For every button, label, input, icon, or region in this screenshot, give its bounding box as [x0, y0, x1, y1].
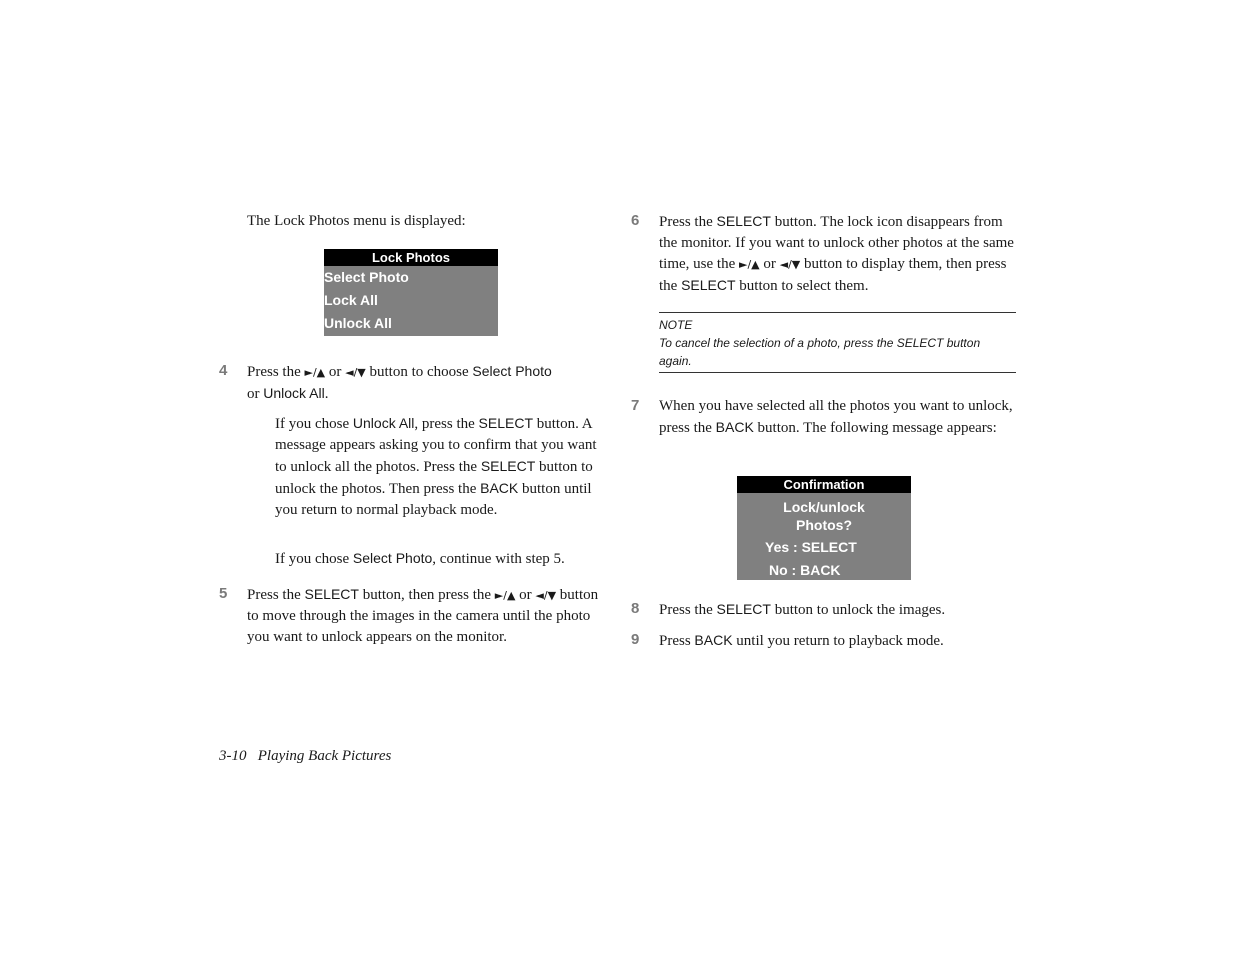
sub1-c: , press the [414, 416, 475, 432]
step-9-text [659, 630, 1017, 652]
menu-item-unlock-all: Unlock All [324, 315, 392, 331]
step-9-t1: Press [659, 633, 691, 649]
sub1-a: If you chose [275, 416, 350, 432]
step-6-select1: SELECT [716, 213, 771, 229]
sub1-d: SELECT [478, 415, 533, 431]
step-5-text [247, 584, 602, 648]
intro-text: The Lock Photos menu is displayed: [247, 213, 466, 229]
step-5-t4: button to move through the images in the camera until the photo you want to unlock appears on the monitor. [247, 587, 599, 645]
right-up-arrow-icon: ►/▲ [494, 589, 516, 602]
sub2-c: , continue with step 5. [432, 551, 565, 567]
step-7-t1: When you have selected all the photos you want to unlock, press the [659, 398, 1013, 436]
note-select: SELECT [896, 336, 944, 350]
note-text [659, 334, 1016, 370]
step-6-t5: button to select them. [739, 278, 869, 294]
step-8-number: 8 [631, 600, 640, 617]
step-6-t2: button. The lock icon disappears from the monitor. If you want to unlock other photos at the same time, use the [659, 214, 1014, 272]
section-title: Playing Back Pictures [257, 748, 392, 764]
note-box [659, 312, 1016, 373]
step-8-text [659, 599, 1017, 621]
sub1-g: button to unlock the photos. Then press the [275, 459, 593, 497]
sub2-a: If you chose [275, 551, 350, 567]
step-8-t2: button to unlock the images. [774, 602, 946, 618]
confirmation-no: No : BACK [769, 562, 841, 578]
step-4-sub1 [275, 413, 605, 521]
sub1-h: BACK [480, 480, 519, 496]
confirmation-title: Confirmation [737, 476, 911, 493]
step-6-number: 6 [631, 212, 640, 229]
step-9-t2: until you return to playback mode. [736, 633, 944, 649]
step-8-t1: Press the [659, 602, 713, 618]
step-4-sub2 [275, 548, 615, 570]
step-7-back: BACK [715, 419, 754, 435]
step-4-unlock-all: Unlock All [263, 385, 325, 401]
step-6-t1: Press the [659, 214, 713, 230]
step-5-number: 5 [219, 585, 228, 602]
left-down-arrow-icon: ◄/▼ [535, 589, 557, 602]
left-down-arrow-icon: ◄/▼ [779, 258, 801, 271]
sub2-b: Select Photo [352, 550, 433, 566]
step-4-t2: or [328, 364, 342, 380]
step-4-t4: or [247, 386, 260, 402]
confirmation-dialog [737, 476, 911, 580]
menu-item-lock-all: Lock All [324, 292, 378, 308]
confirmation-message [737, 498, 911, 534]
step-7-number: 7 [631, 397, 640, 414]
menu-item-select-photo: Select Photo [324, 269, 409, 285]
step-4-t1: Press the [247, 364, 301, 380]
right-up-arrow-icon: ►/▲ [304, 366, 326, 379]
step-8-select: SELECT [716, 601, 771, 617]
note-label: NOTE [659, 318, 693, 332]
step-6-text [659, 211, 1017, 297]
step-4-text [247, 361, 607, 405]
step-6-t3: or [763, 256, 776, 272]
confirmation-msg1: Lock/unlock [783, 499, 865, 515]
lock-photos-menu [324, 249, 498, 336]
sub1-b: Unlock All [352, 415, 415, 431]
step-7-t2: button. The following message appears: [757, 420, 997, 436]
step-9-back: BACK [694, 632, 733, 648]
step-5-select: SELECT [304, 586, 359, 602]
right-up-arrow-icon: ►/▲ [738, 258, 760, 271]
step-7-text [659, 396, 1017, 439]
lock-photos-menu-title: Lock Photos [324, 249, 498, 266]
page-number: 3-10 [219, 748, 247, 764]
step-4-select-photo: Select Photo [472, 363, 552, 379]
step-5-t1: Press the [247, 587, 301, 603]
step-6-select2: SELECT [681, 277, 736, 293]
step-5-t3: or [519, 587, 532, 603]
step-6-t4: button to display them, then press the [659, 256, 1007, 294]
confirmation-msg2: Photos? [796, 517, 852, 533]
step-4-t5: . [324, 386, 329, 402]
sub1-f: SELECT [480, 458, 536, 474]
sub1-i: button until you return to normal playback mode. [275, 481, 592, 518]
confirmation-yes: Yes : SELECT [765, 539, 857, 555]
step-4-number: 4 [219, 362, 228, 379]
step-5-t2: button, then press the [362, 587, 492, 603]
step-9-number: 9 [631, 631, 640, 648]
note-t1: To cancel the selection of a photo, press the [659, 336, 894, 350]
note-t2: button again. [659, 336, 981, 368]
sub1-e: button. A message appears asking you to confirm that you want to unlock all the photos. Press the [275, 416, 597, 475]
left-down-arrow-icon: ◄/▼ [345, 366, 366, 379]
step-4-t3: button to choose [369, 364, 469, 380]
page-footer [219, 748, 391, 765]
